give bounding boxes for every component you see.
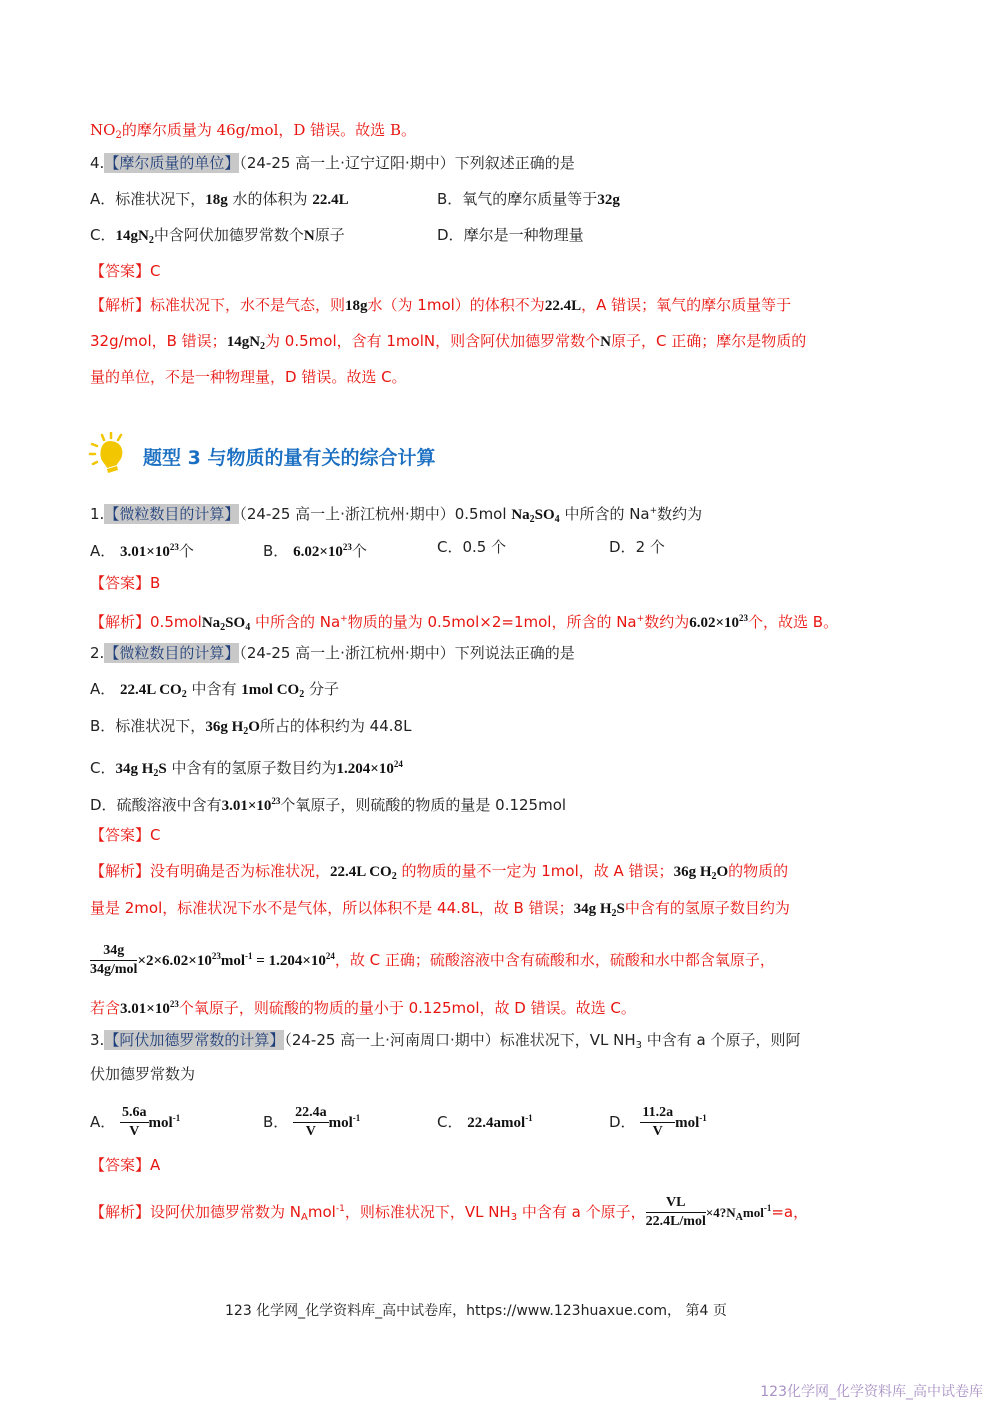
- s3q1-option-c: [437, 537, 506, 557]
- text: 中含有的氢原子数目约为: [624, 899, 790, 917]
- subscript: 2: [181, 689, 187, 700]
- text: 的摩尔质量为 46g/mol，D 错误。故选 B。: [121, 121, 416, 139]
- formula: SO: [534, 507, 555, 523]
- question-3-stem-line-2: [90, 1064, 195, 1084]
- s3q3-option-d: [609, 1098, 707, 1143]
- denominator: V: [129, 1124, 140, 1139]
- subscript: A: [301, 1212, 308, 1223]
- explanation-label: 【解析】: [90, 862, 151, 880]
- formula: S: [616, 901, 625, 917]
- text: =a，: [771, 1203, 809, 1221]
- text: 中含阿伏加德罗常数个: [153, 226, 304, 244]
- superscript: -1: [352, 1113, 361, 1123]
- formula: Na: [511, 507, 530, 523]
- s3q3-option-a: [90, 1098, 180, 1143]
- fraction: [293, 1104, 329, 1141]
- value: 32g: [597, 192, 620, 208]
- question-number: 2.: [90, 644, 105, 662]
- option-label: B．: [263, 1113, 289, 1131]
- topic-tag: 【阿伏加德罗常数的计算】: [104, 1031, 285, 1049]
- answer-value: C: [150, 826, 161, 844]
- text: 个，故选 B。: [748, 613, 839, 631]
- q4-option-a: [90, 189, 349, 210]
- fraction: [640, 1104, 675, 1141]
- expression: ×2×6.02×10: [137, 953, 212, 969]
- s3q2-explanation-line-1: [90, 861, 788, 887]
- formula: 36g H: [673, 864, 712, 880]
- option-label: C．: [90, 226, 116, 244]
- question-number: 1.: [90, 505, 105, 523]
- text: 标准状况下，: [115, 717, 206, 735]
- formula: NO: [90, 121, 116, 139]
- watermark: 123化学网_化学资料库_高中试卷库: [760, 1384, 983, 1400]
- option-label: D．: [90, 796, 117, 814]
- formula: Na: [201, 615, 221, 631]
- subscript: 2: [529, 514, 535, 525]
- superscript: -1: [525, 1113, 533, 1123]
- q4-option-b: [437, 189, 620, 210]
- text: 摩尔是一种物理量: [463, 226, 584, 244]
- value: N: [303, 228, 315, 244]
- s3q2-option-b: [90, 716, 411, 742]
- value: 22.4amol: [467, 1115, 526, 1131]
- answer-label: 【答案】: [90, 574, 151, 592]
- answer-label: 【答案】: [90, 262, 151, 280]
- formula: 1mol CO: [241, 682, 300, 698]
- text: 原子: [314, 226, 345, 244]
- text: 个氧原子，则硫酸的物质的量是 0.125mol: [280, 796, 567, 814]
- superscript: 23: [169, 999, 179, 1009]
- text: 2 个: [635, 538, 665, 556]
- formula: 14gN: [115, 228, 149, 244]
- s3q2-explanation-line-4: [90, 994, 636, 1019]
- text: 个: [178, 542, 194, 560]
- s3q2-explanation-line-2: [90, 898, 790, 924]
- option-label: C．: [437, 1113, 463, 1131]
- value: 18g: [205, 192, 228, 208]
- q4-answer: [90, 261, 161, 281]
- superscript: +: [636, 614, 645, 624]
- unit: mol: [328, 1115, 353, 1131]
- superscript: 24: [393, 759, 403, 769]
- unit: mol: [220, 953, 246, 969]
- text: 硫酸溶液中含有: [116, 796, 222, 814]
- option-label: C．: [90, 759, 116, 777]
- text: 原子，C 正确；摩尔是物质的: [610, 332, 807, 350]
- numerator: 5.6a: [120, 1104, 149, 1123]
- superscript: -1: [172, 1113, 181, 1123]
- text: 量是 2mol，标准状况下水不是气体，所以体积不是 44.8L，故 B 错误；: [90, 899, 574, 917]
- section-title: 题型 3 与物质的量有关的综合计算: [143, 447, 436, 469]
- question-number: 4.: [90, 154, 105, 172]
- superscript: 24: [325, 951, 335, 961]
- formula: O: [248, 719, 260, 735]
- text: 中所含的 Na: [250, 613, 341, 631]
- denominator: V: [652, 1124, 663, 1139]
- text: 为 0.5mol，含有 1molN，则含阿伏加德罗常数个: [265, 332, 601, 350]
- question-3-stem: [90, 1030, 800, 1056]
- topic-tag: 【微粒数目的计算】: [104, 505, 240, 523]
- q4-explanation-line-3: [90, 367, 407, 387]
- text: 的物质的: [728, 862, 789, 880]
- text: 量的单位，不是一种物理量，D 错误。故选 C。: [90, 368, 407, 386]
- formula: 36g H: [205, 719, 244, 735]
- superscript: 23: [739, 613, 749, 623]
- subscript: 2: [260, 341, 266, 352]
- s3q3-option-c: [437, 1098, 533, 1143]
- unit: mol: [742, 1205, 764, 1220]
- text: 的物质的量不一定为 1mol，故 A 错误；: [396, 862, 674, 880]
- denominator: V: [305, 1124, 316, 1139]
- subscript: 2: [611, 908, 617, 919]
- unit: mol: [148, 1115, 173, 1131]
- option-label: D．: [437, 226, 464, 244]
- option-label: C．: [437, 538, 463, 556]
- option-label: B．: [90, 717, 116, 735]
- topic-tag: 【摩尔质量的单位】: [104, 154, 240, 172]
- text: 0.5 个: [462, 538, 507, 556]
- formula: S: [158, 761, 167, 777]
- value: 3.01×10: [221, 798, 272, 814]
- superscript: 23: [271, 796, 281, 806]
- numerator: 22.4a: [293, 1104, 329, 1123]
- subscript: 4: [245, 622, 251, 633]
- text: mol: [307, 1203, 336, 1221]
- text: 数约为: [644, 613, 690, 631]
- value: 1.204×10: [336, 761, 394, 777]
- question-source: （24-25 高一上·浙江杭州·期中）下列说法正确的是: [239, 644, 575, 662]
- text: 个: [351, 542, 367, 560]
- prev-explanation-tail: [90, 120, 416, 146]
- s3q1-explanation: [90, 608, 838, 638]
- text: 分子: [304, 680, 339, 698]
- expression: ×4?N: [705, 1205, 736, 1220]
- option-label: B．: [437, 190, 463, 208]
- value: N: [600, 334, 611, 350]
- numerator: 11.2a: [640, 1104, 675, 1123]
- option-label: D．: [609, 1113, 636, 1131]
- s3q3-option-b: [263, 1098, 360, 1143]
- q4-option-d: [437, 225, 584, 245]
- value: 3.01×10: [120, 544, 170, 560]
- value: 18g: [345, 298, 368, 314]
- s3q2-explanation-line-3: [90, 936, 775, 981]
- subscript: 2: [220, 622, 226, 633]
- explanation-label: 【解析】: [90, 613, 151, 631]
- text: 伏加德罗常数为: [90, 1065, 196, 1083]
- expression: = 1.204×10: [252, 953, 326, 969]
- subscript: 2: [243, 726, 249, 737]
- lightbulb-icon: [88, 432, 130, 476]
- question-number: 3.: [90, 1031, 105, 1049]
- explanation-label: 【解析】: [90, 296, 151, 314]
- superscript: 23: [169, 542, 179, 552]
- q4-explanation-line-2: [90, 331, 806, 357]
- subscript: 2: [711, 871, 717, 882]
- superscript: +: [649, 506, 658, 516]
- value: 3.01×10: [120, 1001, 170, 1017]
- subscript: 2: [115, 130, 122, 141]
- topic-tag: 【微粒数目的计算】: [104, 644, 240, 662]
- text: 物质的量为 0.5mol×2=1mol，所含的 Na: [347, 613, 637, 631]
- answer-value: A: [150, 1156, 161, 1174]
- formula: 22.4L CO: [330, 864, 392, 880]
- formula: SO: [225, 615, 246, 631]
- text: 中含有 a 个原子，则阿: [641, 1031, 801, 1049]
- formula: 34g H: [115, 761, 154, 777]
- option-label: A．: [90, 190, 116, 208]
- superscript: -1: [699, 1113, 707, 1123]
- numerator: 34g: [90, 942, 137, 961]
- question-source: （24-25 高一上·辽宁辽阳·期中）下列叙述正确的是: [239, 154, 575, 172]
- text: 标准状况下，: [115, 190, 206, 208]
- text: 中含有: [186, 680, 242, 698]
- superscript: +: [340, 614, 348, 624]
- formula: 14gN: [226, 334, 261, 350]
- fraction: [120, 1104, 149, 1141]
- text: 氧气的摩尔质量等于: [462, 190, 598, 208]
- option-label: A．: [90, 680, 116, 698]
- s3q2-option-d: [90, 791, 566, 816]
- subscript: 3: [635, 1040, 642, 1051]
- denominator: 34g/mol: [90, 962, 138, 977]
- option-label: A．: [90, 1113, 116, 1131]
- q4-explanation-line-1: [90, 295, 791, 316]
- subscript: 2: [391, 871, 397, 882]
- denominator: 22.4L/mol: [645, 1214, 706, 1229]
- value: 22.4L: [544, 298, 582, 314]
- fraction: [646, 1194, 706, 1231]
- unit: mol: [675, 1115, 700, 1131]
- page-footer: 123 化学网_化学资料库_高中试卷库，https://www.123huaxue.com， 第4 页: [225, 1303, 727, 1319]
- text: 若含: [90, 999, 121, 1017]
- superscript: 23: [211, 951, 221, 961]
- s3q1-option-d: [609, 537, 665, 557]
- option-label: D．: [609, 538, 636, 556]
- answer-value: C: [150, 262, 161, 280]
- answer-label: 【答案】: [90, 1156, 151, 1174]
- option-label: A．: [90, 542, 116, 560]
- question-2-stem: [90, 643, 575, 663]
- text: 中含有 a 个原子，: [517, 1203, 646, 1221]
- explanation-label: 【解析】: [90, 1203, 151, 1221]
- text: 没有明确是否为标准状况，: [150, 862, 331, 880]
- s3q3-answer: [90, 1155, 160, 1175]
- subscript: 2: [148, 235, 154, 246]
- text: 32g/mol，B 错误；: [90, 332, 227, 350]
- subscript: A: [735, 1212, 743, 1223]
- text: ，则标准状况下，VL NH: [344, 1203, 511, 1221]
- numerator: VL: [646, 1194, 706, 1213]
- value: 6.02×10: [689, 615, 740, 631]
- s3q2-answer: [90, 825, 161, 845]
- text: 中含有的氢原子数目约为: [166, 759, 337, 777]
- text: 数约为: [657, 505, 703, 523]
- s3q1-option-b: [263, 537, 367, 562]
- value: 6.02×10: [293, 544, 343, 560]
- s3q2-option-a: [90, 679, 339, 705]
- fraction: [90, 942, 137, 979]
- superscript: -1: [763, 1203, 772, 1213]
- text: 水（为 1mol）的体积不为: [367, 296, 545, 314]
- text: ，A 错误；氧气的摩尔质量等于: [581, 296, 792, 314]
- s3q1-option-a: [90, 537, 194, 562]
- superscript: 23: [342, 542, 352, 552]
- subscript: 4: [554, 514, 560, 525]
- question-source: （24-25 高一上·河南周口·期中）标准状况下，VL NH: [284, 1031, 636, 1049]
- text: 设阿伏加德罗常数为 N: [150, 1203, 302, 1221]
- question-source: （24-25 高一上·浙江杭州·期中）0.5mol: [239, 505, 512, 523]
- text: ，故 C 正确；硫酸溶液中含有硫酸和水，硫酸和水中都含氧原子，: [334, 951, 775, 969]
- text: 标准状况下，水不是气态，则: [150, 296, 346, 314]
- question-4-stem: [90, 153, 575, 173]
- s3q1-answer: [90, 573, 160, 593]
- formula: 34g H: [573, 901, 612, 917]
- value: 22.4L: [312, 192, 349, 208]
- text: 0.5mol: [150, 613, 202, 631]
- subscript: 2: [153, 768, 159, 779]
- text: 个氧原子，则硫酸的物质的量小于 0.125mol，故 D 错误。故选 C。: [178, 999, 636, 1017]
- answer-label: 【答案】: [90, 826, 151, 844]
- subscript: 3: [510, 1212, 518, 1223]
- text: 所占的体积约为 44.8L: [259, 717, 412, 735]
- subscript: 2: [299, 689, 305, 700]
- formula: 22.4L CO: [120, 682, 182, 698]
- formula: O: [716, 864, 729, 880]
- answer-value: B: [150, 574, 161, 592]
- q4-option-c: [90, 225, 345, 251]
- superscript: -1: [335, 1204, 345, 1214]
- text: 水的体积为: [227, 190, 313, 208]
- s3q2-option-c: [90, 754, 403, 784]
- superscript: -1: [245, 951, 253, 961]
- question-1-stem: [90, 501, 702, 530]
- text: 中所含的 Na: [559, 505, 650, 523]
- s3q3-explanation: [90, 1188, 808, 1238]
- option-label: B．: [263, 542, 289, 560]
